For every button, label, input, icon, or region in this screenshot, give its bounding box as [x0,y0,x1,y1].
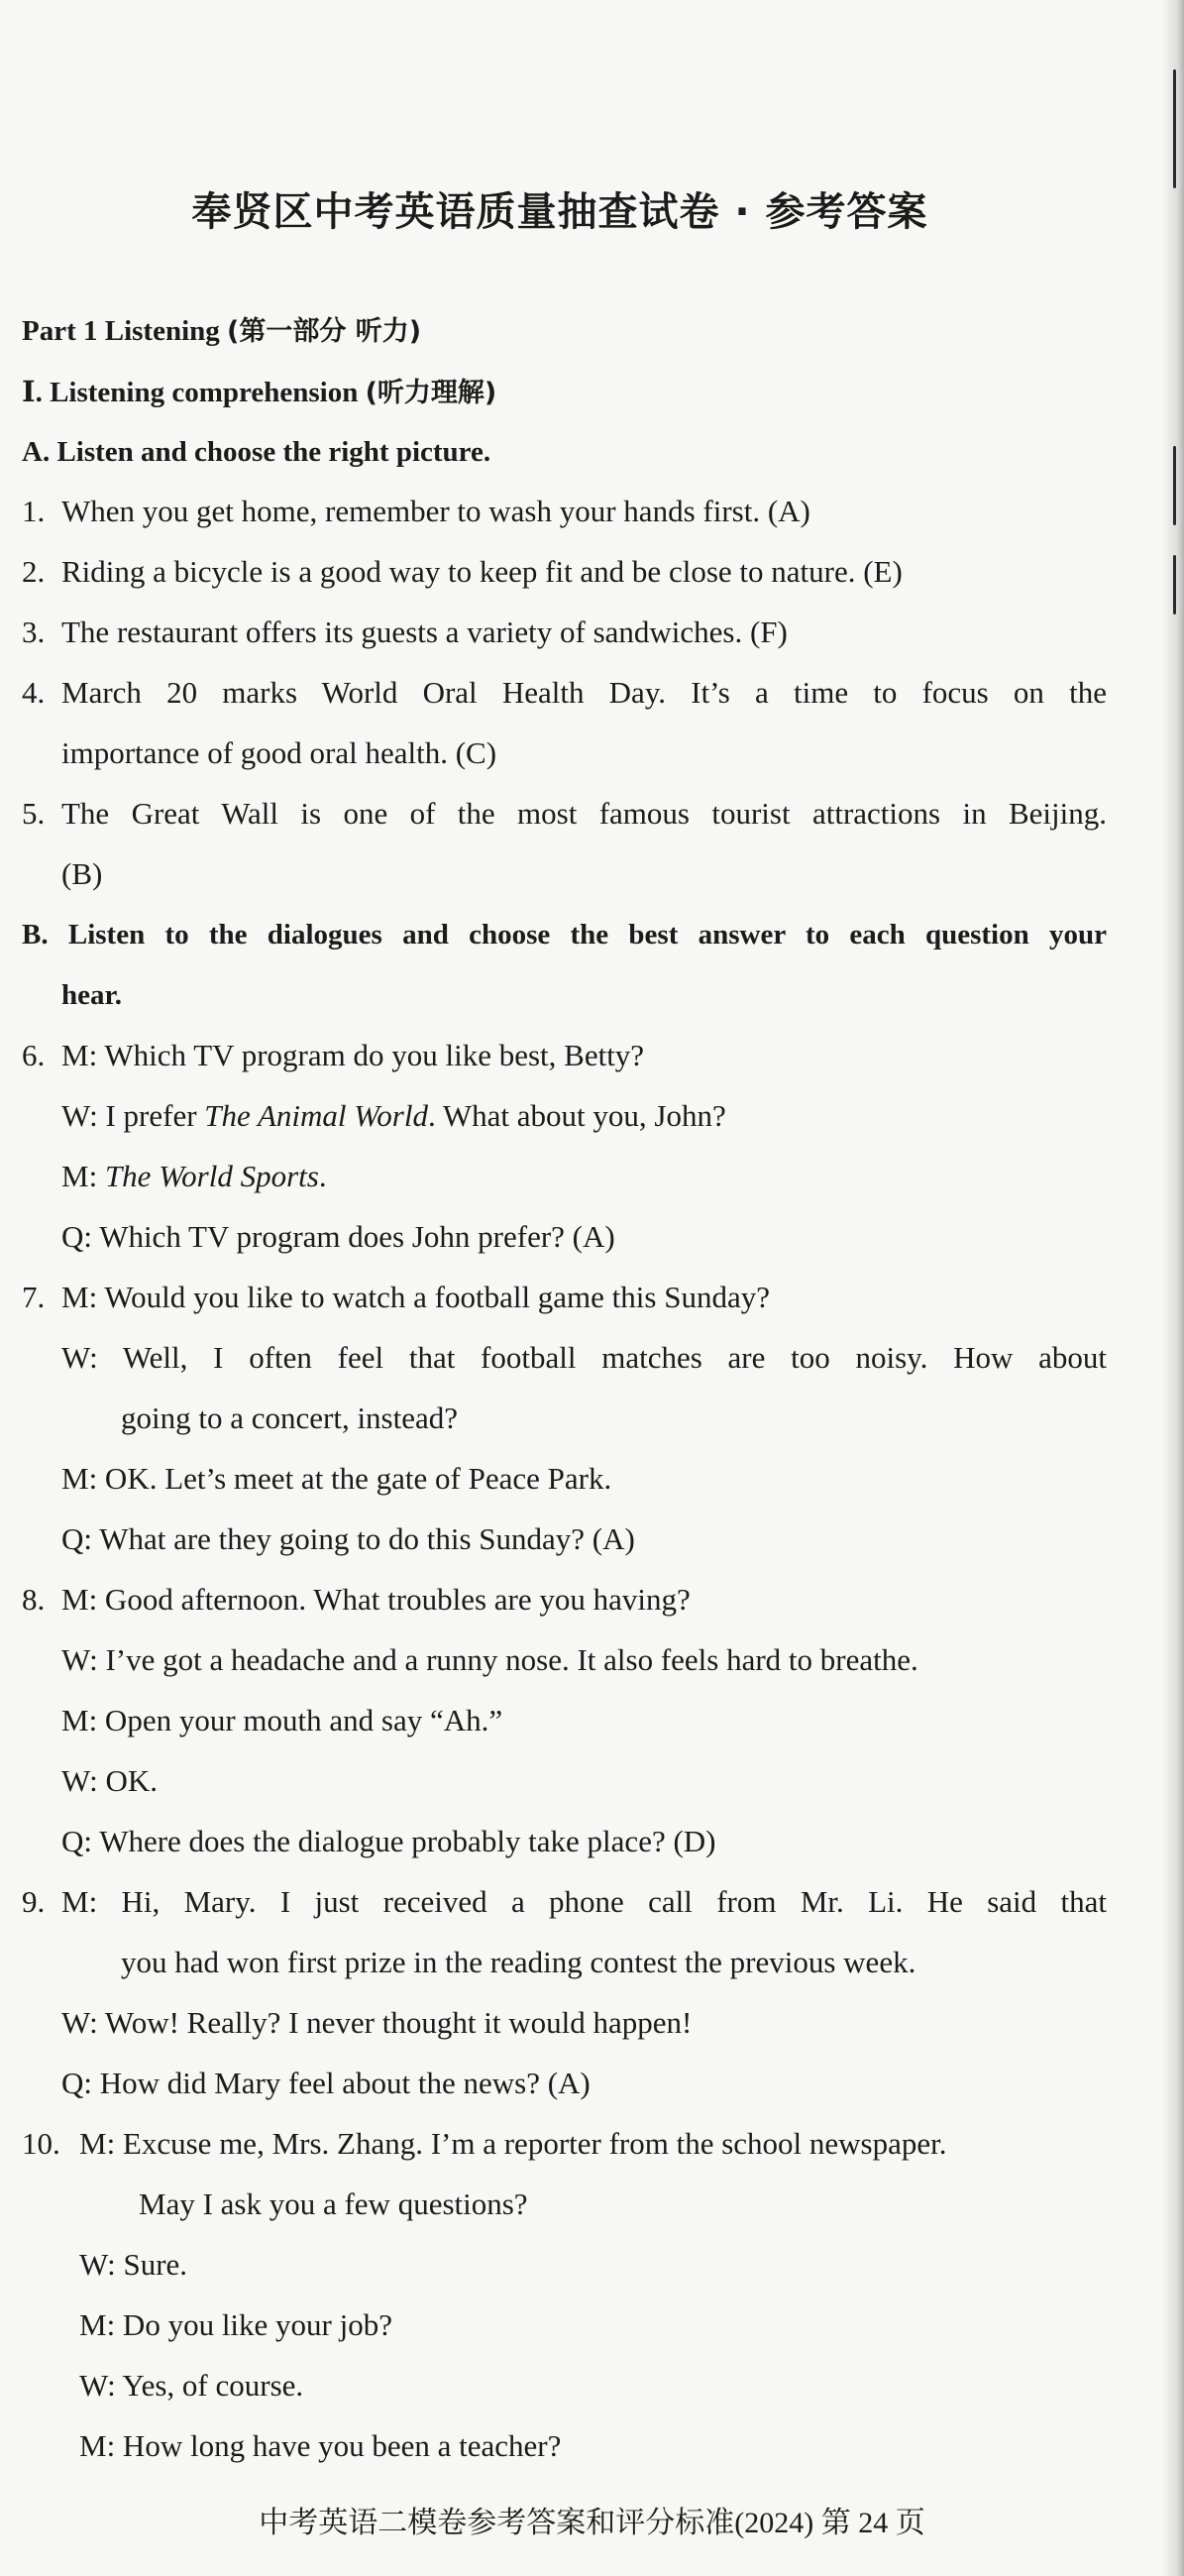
section-i-label: Ⅰ. Listening comprehension [22,377,359,408]
item-number: 4. [22,675,46,710]
dialogue-line-continued: going to a concert, instead? [121,1400,459,1435]
dialogue-line: W: OK. [61,1763,158,1798]
section-i-heading [22,373,496,413]
program-title: The World Sports [104,1159,319,1193]
part1-heading-en: Part 1 Listening [22,315,220,347]
dialogue-line: M: Would you like to watch a football game this Sunday? [61,1280,770,1314]
item-number: 6. [22,1038,46,1072]
item-text-continued: importance of good oral health. (C) [61,735,497,770]
scan-edge-mark [1173,69,1176,188]
item-text-continued: (B) [61,856,103,891]
dialogue-text: W: I prefer [61,1098,205,1133]
dialogue-text: M: [61,1159,105,1193]
dialogue-line: M: How long have you been a teacher? [79,2428,562,2463]
scan-edge [1162,0,1184,2576]
section-i-label-cn: (听力理解) [365,378,497,408]
item-text: When you get home, remember to wash your hands first. (A) [61,494,810,528]
item-number: 3. [22,615,46,649]
question-line: Q: What are they going to do this Sunday? (A) [61,1521,635,1556]
item-text: The Great Wall is one of the most famous tourist attractions in Beijing. [61,796,1107,831]
dialogue-line: W: Well, I often feel that football matches are too noisy. How about [61,1340,1107,1375]
section-a-heading: A. Listen and choose the right picture. [22,436,491,468]
dialogue-line: W: Yes, of course. [79,2368,304,2403]
dialogue-line: M: Excuse me, Mrs. Zhang. I’m a reporter from the school newspaper. [79,2126,947,2161]
item-number: 2. [22,554,46,589]
item-number: 7. [22,1280,46,1314]
item-number: 8. [22,1582,46,1617]
section-b-heading-continued: hear. [61,979,122,1011]
page-footer: 中考英语二模卷参考答案和评分标准(2024) 第 24 页 [259,2507,925,2539]
dialogue-line: W: Sure. [79,2247,188,2282]
item-text: Riding a bicycle is a good way to keep fit and be close to nature. (E) [61,554,903,589]
scan-edge-mark [1173,446,1176,525]
item-text: The restaurant offers its guests a variety of sandwiches. (F) [61,615,788,649]
dialogue-line: M: Hi, Mary. I just received a phone call from Mr. Li. He said that [61,1884,1107,1919]
section-b-heading: B. Listen to the dialogues and choose the best answer to each question your [22,919,1107,951]
dialogue-line [61,1157,327,1196]
question-line: Q: Where does the dialogue probably take place? (D) [61,1824,716,1858]
dialogue-text: . What about you, John? [427,1098,726,1133]
dialogue-line-continued: May I ask you a few questions? [139,2186,528,2221]
dialogue-line: M: Which TV program do you like best, Betty? [61,1038,645,1072]
item-number: 10. [22,2126,60,2161]
dialogue-line: W: Wow! Really? I never thought it would happen! [61,2005,693,2040]
dialogue-line: M: Do you like your job? [79,2307,392,2342]
item-number: 5. [22,796,46,831]
document-title: 奉贤区中考英语质量抽查试卷 · 参考答案 [191,189,928,235]
dialogue-line: W: I’ve got a headache and a runny nose. It also feels hard to breathe. [61,1642,918,1677]
question-line: Q: Which TV program does John prefer? (A) [61,1219,615,1254]
program-title: The Animal World [204,1098,428,1133]
scan-edge-mark [1173,555,1176,615]
part1-heading-cn: (第一部分 听力) [227,316,422,347]
item-text: March 20 marks World Oral Health Day. It’s a time to focus on the [61,675,1107,710]
item-number: 1. [22,494,46,528]
part1-heading [22,311,421,352]
dialogue-line: M: Good afternoon. What troubles are you having? [61,1582,691,1617]
question-line: Q: How did Mary feel about the news? (A) [61,2066,591,2100]
dialogue-line: M: OK. Let’s meet at the gate of Peace Park. [61,1461,612,1496]
dialogue-line: M: Open your mouth and say “Ah.” [61,1703,503,1737]
dialogue-text: . [318,1159,327,1193]
dialogue-line [61,1096,726,1136]
item-number: 9. [22,1884,46,1919]
dialogue-line-continued: you had won first prize in the reading contest the previous week. [121,1945,916,1979]
